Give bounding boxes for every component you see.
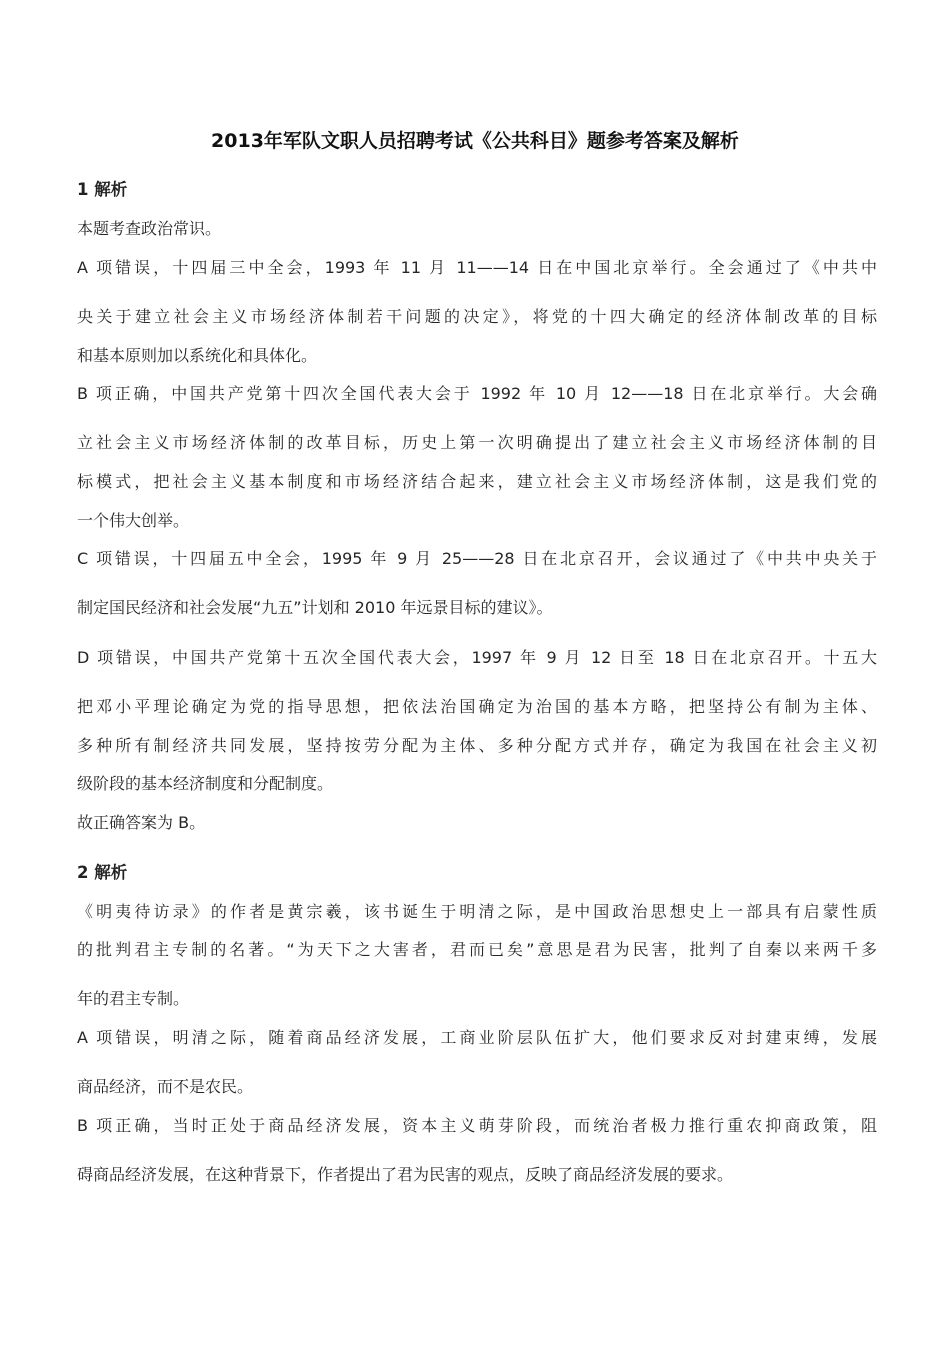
paragraph-line: 年的君主专制。 (77, 989, 190, 1008)
paragraph-line: 标模式，把社会主义基本制度和市场经济结合起来，建立社会主义市场经济体制，这是我们党的 (77, 472, 877, 491)
paragraph-line: 的批判君主专制的名著。“为天下之大害者，君而已矣”意思是君为民害，批判了自秦以来两千多 (77, 940, 877, 959)
paragraph-line: 《明夷待访录》的作者是黄宗羲，该书诞生于明清之际，是中国政治思想史上一部具有启蒙性质 (77, 902, 877, 921)
paragraph-line: 碍商品经济发展，在这种背景下，作者提出了君为民害的观点，反映了商品经济发展的要求。 (77, 1165, 734, 1184)
paragraph-line: 多种所有制经济共同发展，坚持按劳分配为主体、多种分配方式并存，确定为我国在社会主义初 (77, 736, 877, 755)
paragraph-line: A 项错误，十四届三中全会，1993 年 11 月 11——14 日在中国北京举行。全会通过了《中共中 (77, 258, 877, 277)
paragraph-line: 和基本原则加以系统化和具体化。 (77, 346, 318, 365)
paragraph-line: B 项正确，中国共产党第十四次全国代表大会于 1992 年 10 月 12——18 日在北京举行。大会确 (77, 384, 877, 403)
section-heading: 2 解析 (77, 863, 128, 882)
paragraph-line: 央关于建立社会主义市场经济体制若干问题的决定》，将党的十四大确定的经济体制改革的目标 (77, 307, 877, 326)
paragraph-line: C 项错误，十四届五中全会，1995 年 9 月 25——28 日在北京召开，会议通过了《中共中央关于 (77, 549, 877, 568)
paragraph-line: 本题考查政治常识。 (77, 219, 222, 238)
paragraph-line: D 项错误，中国共产党第十五次全国代表大会，1997 年 9 月 12 日至 18 日在北京召开。十五大 (77, 648, 877, 667)
paragraph-line: 级阶段的基本经济制度和分配制度。 (77, 774, 334, 793)
paragraph-line: 把邓小平理论确定为党的指导思想，把依法治国确定为治国的基本方略，把坚持公有制为主体、 (77, 697, 877, 716)
paragraph-line: 商品经济，而不是农民。 (77, 1077, 254, 1096)
paragraph-line: 立社会主义市场经济体制的改革目标，历史上第一次明确提出了建立社会主义市场经济体制的目 (77, 433, 877, 452)
paragraph-line: A 项错误，明清之际，随着商品经济发展，工商业阶层队伍扩大，他们要求反对封建束缚，发展 (77, 1028, 877, 1047)
document-title: 2013年军队文职人员招聘考试《公共科目》题参考答案及解析 (211, 130, 739, 152)
paragraph-line: 一个伟大创举。 (77, 511, 190, 530)
section-heading: 1 解析 (77, 180, 128, 199)
paragraph-line: 制定国民经济和社会发展“九五”计划和 2010 年远景目标的建议》。 (77, 598, 553, 617)
paragraph-line: 故正确答案为 B。 (77, 813, 206, 832)
paragraph-line: B 项正确，当时正处于商品经济发展，资本主义萌芽阶段，而统治者极力推行重农抑商政策，阻 (77, 1116, 877, 1135)
